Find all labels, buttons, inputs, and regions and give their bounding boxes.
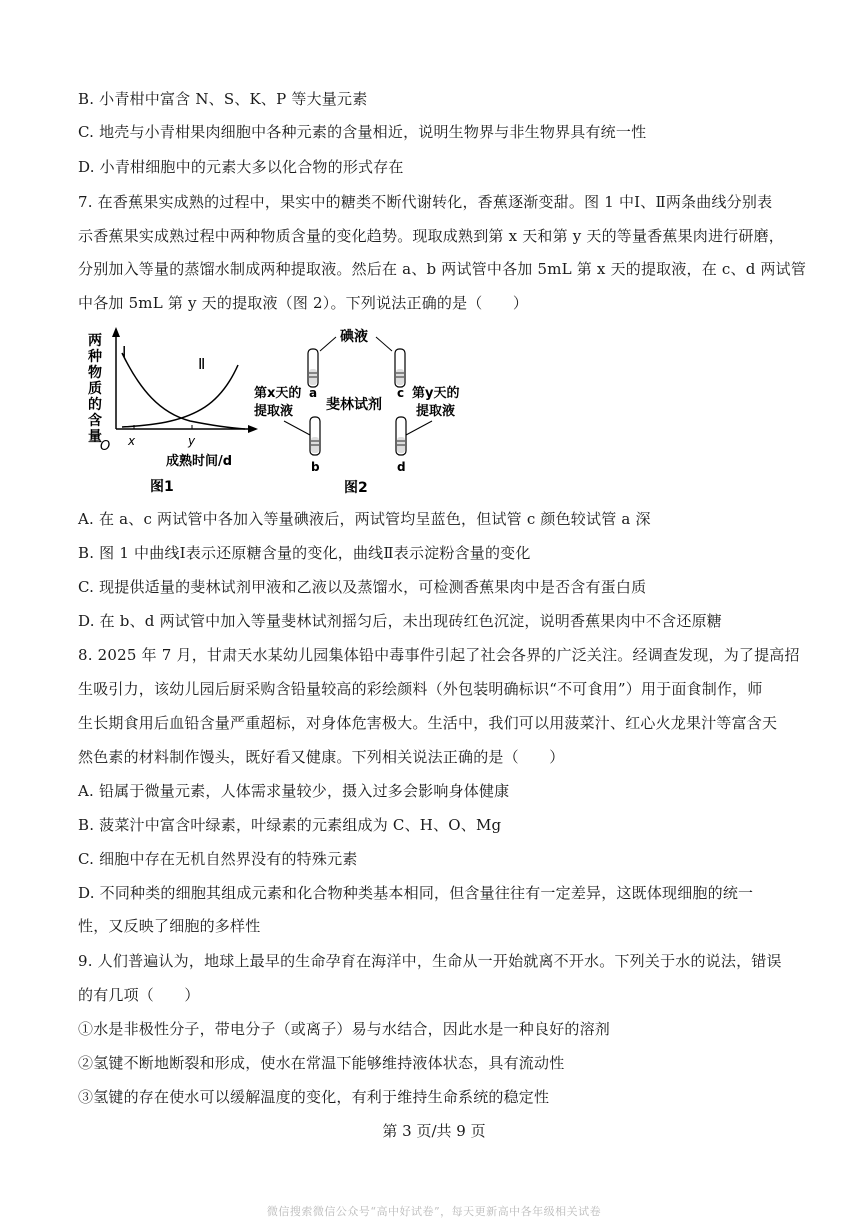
- option-c-q8: C. 细胞中存在无机自然界没有的特殊元素: [78, 850, 358, 868]
- figure-1: [80, 325, 260, 500]
- question-8-line-2: 生吸引力，该幼儿园后厨采购含铅量较高的彩绘颜料（外包装明确标识“不可食用”）用于面食制作，师: [78, 680, 763, 698]
- option-a-q8: A. 铅属于微量元素，人体需求量较少，摄入过多会影响身体健康: [78, 782, 510, 800]
- figure-2-caption: 图2: [344, 480, 368, 496]
- question-7-line-2: 示香蕉果实成熟过程中两种物质含量的变化趋势。现取成熟到第 x 天和第 y 天的等量香蕉果肉进行研磨，: [78, 227, 785, 245]
- left-label-1: 第x天的: [254, 386, 302, 401]
- tube-d-label: d: [397, 460, 406, 474]
- figure-2: [250, 325, 470, 500]
- option-b-q6: B. 小青柑中富含 N、S、K、P 等大量元素: [78, 90, 368, 108]
- statement-1-q9: ①水是非极性分子，带电分子（或离子）易与水结合，因此水是一种良好的溶剂: [78, 1020, 611, 1038]
- tube-a-label: a: [309, 386, 318, 400]
- fehling-label: 斐林试剂: [326, 397, 382, 413]
- figure-1-caption: 图1: [150, 479, 174, 495]
- ylabel-char: 种: [88, 349, 102, 365]
- ylabel-char: 物: [88, 365, 102, 381]
- question-8-line-1: 8. 2025 年 7 月，甘肃天水某幼儿园集体铅中毒事件引起了社会各界的广泛关注。经调查发现，为了提高招: [78, 646, 800, 664]
- option-d-q8-line-1: D. 不同种类的细胞其组成元素和化合物种类基本相同，但含量往往有一定差异，这既体现细胞的统一: [78, 884, 754, 902]
- curve-1-label: Ⅰ: [122, 343, 127, 361]
- option-b-q7: B. 图 1 中曲线Ⅰ表示还原糖含量的变化，曲线Ⅱ表示淀粉含量的变化: [78, 544, 531, 562]
- tube-c-label: c: [397, 386, 405, 400]
- y-mark-label: y: [188, 434, 196, 448]
- option-a-q7: A. 在 a、c 两试管中各加入等量碘液后，两试管均呈蓝色，但试管 c 颜色较试管 a 深: [78, 510, 651, 528]
- option-d-q8-line-2: 性，又反映了细胞的多样性: [78, 917, 261, 935]
- x-axis-label: 成熟时间/d: [166, 454, 233, 469]
- tube-c: [395, 349, 405, 387]
- question-7-line-4: 中各加 5mL 第 y 天的提取液（图 2）。下列说法正确的是（ ）: [78, 294, 529, 312]
- option-c-q6: C. 地壳与小青柑果肉细胞中各种元素的含量相近，说明生物界与非生物界具有统一性: [78, 123, 647, 141]
- iodine-label: 碘液: [340, 329, 368, 345]
- figure-1-ylabel: [87, 332, 102, 445]
- option-b-q8: B. 菠菜汁中富含叶绿素，叶绿素的元素组成为 C、H、O、Mg: [78, 816, 502, 834]
- right-label-2: 提取液: [416, 404, 456, 419]
- question-9-line-2: 的有几项（ ）: [78, 986, 200, 1004]
- ylabel-char: 质: [88, 381, 102, 397]
- question-7-line-1: 7. 在香蕉果实成熟的过程中，果实中的糖类不断代谢转化，香蕉逐渐变甜。图 1 中Ⅰ、Ⅱ两条曲线分别表: [78, 193, 773, 211]
- ylabel-char: 含: [88, 413, 102, 429]
- tube-d: [396, 417, 406, 455]
- question-8-line-4: 然色素的材料制作馒头，既好看又健康。下列相关说法正确的是（ ）: [78, 748, 565, 766]
- y-axis-arrow: [112, 327, 120, 337]
- ylabel-char: 的: [88, 397, 102, 413]
- x-mark-label: x: [128, 434, 136, 448]
- origin-label: O: [100, 439, 111, 454]
- option-d-q7: D. 在 b、d 两试管中加入等量斐林试剂摇匀后，未出现砖红色沉淀，说明香蕉果肉中不含还原糖: [78, 612, 722, 630]
- ylabel-char: 量: [88, 429, 102, 445]
- tube-b-label: b: [311, 460, 320, 474]
- statement-3-q9: ③氢键的存在使水可以缓解温度的变化，有利于维持生命系统的稳定性: [78, 1088, 550, 1106]
- right-label-1: 第y天的: [412, 386, 460, 401]
- statement-2-q9: ②氢键不断地断裂和形成，使水在常温下能够维持液体状态，具有流动性: [78, 1054, 565, 1072]
- ylabel-char: 两: [88, 333, 102, 349]
- question-9-line-1: 9. 人们普遍认为，地球上最早的生命孕育在海洋中，生命从一开始就离不开水。下列关于水的说法，错误: [78, 952, 782, 970]
- page-number: 第 3 页/共 9 页: [382, 1122, 486, 1140]
- question-8-line-3: 生长期食用后血铅含量严重超标，对身体危害极大。生活中，我们可以用菠菜汁、红心火龙果汁等富含天: [78, 714, 778, 732]
- left-label-2: 提取液: [254, 404, 294, 419]
- watermark-text: 微信搜索微信公众号“高中好试卷”，每天更新高中各年级相关试卷: [266, 1205, 602, 1218]
- option-d-q6: D. 小青柑细胞中的元素大多以化合物的形式存在: [78, 158, 404, 176]
- tube-a: [308, 349, 318, 387]
- curve-2-label: Ⅱ: [198, 355, 206, 373]
- tube-b: [310, 417, 320, 455]
- option-c-q7: C. 现提供适量的斐林试剂甲液和乙液以及蒸馏水，可检测香蕉果肉中是否含有蛋白质: [78, 578, 647, 596]
- question-7-line-3: 分别加入等量的蒸馏水制成两种提取液。然后在 a、b 两试管中各加 5mL 第 x 天的提取液，在 c、d 两试管: [78, 260, 807, 278]
